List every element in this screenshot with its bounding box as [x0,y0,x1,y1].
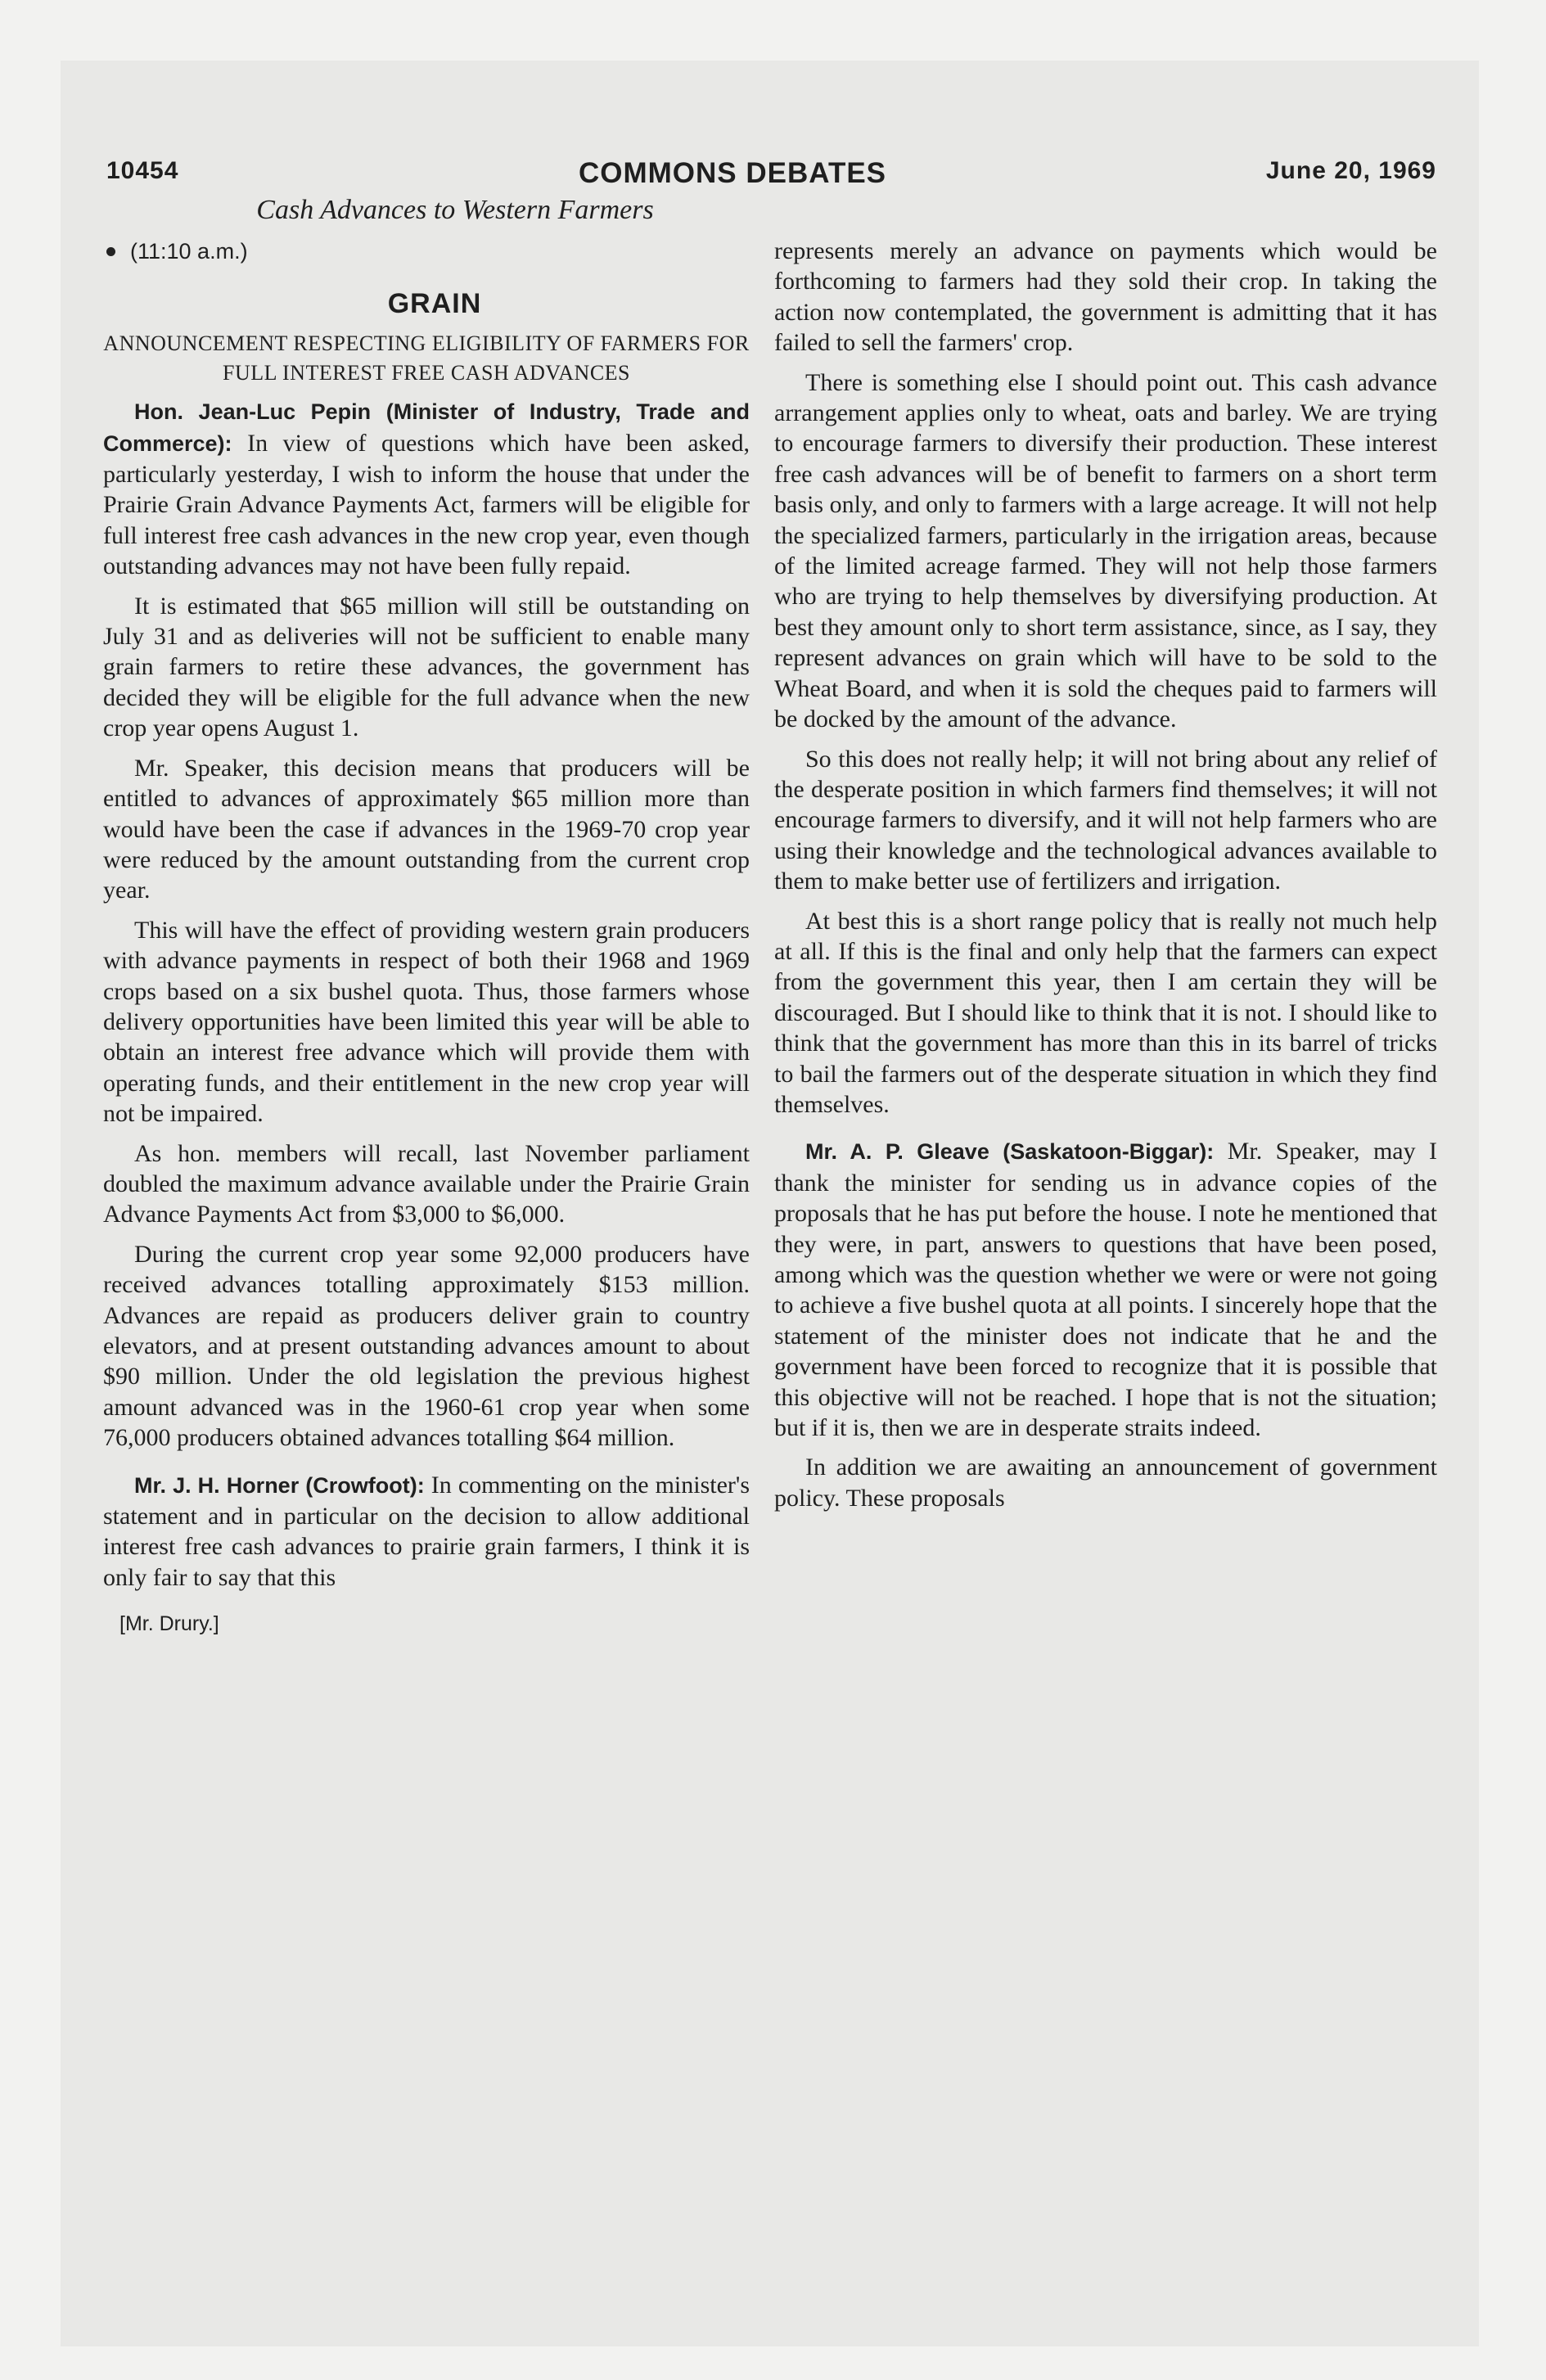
publication-title: COMMONS DEBATES [579,157,887,189]
page-footer: [Mr. Drury.] [119,1612,219,1636]
bullet-icon [106,247,115,256]
section-title: GRAIN [387,287,482,319]
page-header [106,157,1436,198]
page-number: 10454 [106,157,179,184]
paragraph-text: Mr. Speaker, may I thank the minister for sending us in advance copies of the proposals that he has put before the house. I note he mentioned that they were, in part, answers to questions that have been posed, among which was the question whether we were or were not going to achieve a five bushel quota at all points. I sincerely hope that the statement of the minister does not indicate that he and the government have been forced to recognize that it is possible that this objective will not be reached. I hope that is not the situation; but if it is, then we are in desperate straits indeed. [774,1138,1437,1442]
page-date: June 20, 1969 [1265,157,1436,184]
time-stamp [103,237,750,267]
section-subhead: Cash Advances to Western Farmers [256,195,654,225]
paragraph: represents merely an advance on payments which would be forthcoming to farmers had they sold their crop. In taking the action now contemplated, the government is admitting that it has failed to sell the farmers' crop. [774,237,1437,357]
time-text: (11:10 a.m.) [130,239,248,264]
paragraph-text: In view of questions which have been asked, particularly yesterday, I wish to inform the house that under the Prairie Grain Advance Payments Act, farmers will be eligible for full interest free cash advances in the new crop year, even though outstanding advances may not have been fully repaid. [103,429,750,580]
paragraph: Mr. Speaker, this decision means that producers will be entitled to advances of approximately $65 million more than would have been the case if advances in the 1969-70 crop year were reduced by the amount outstanding from the current crop year. [103,754,750,904]
speaker-name: Mr. J. H. Horner (Crowfoot): [134,1472,425,1498]
paragraph-text: In commenting on the minister's statement and in particular on the decision to allow additional interest free cash advances to prairie grain farmers, I think it is only fair to say that this [103,1471,750,1591]
speaker-name: Hon. Jean-Luc Pepin (Minister of Industry, Trade and Commerce): [103,399,750,456]
speaker-name: Mr. A. P. Gleave (Saskatoon-Biggar): [805,1139,1215,1165]
paragraph: It is estimated that $65 million will still be outstanding on July 31 and as deliveries will not be sufficient to enable many grain farmers to retire these advances, the government has decided they will be eligible for the full advance when the new crop year opens August 1. [103,592,750,742]
right-column [774,236,1437,1522]
paragraph: As hon. members will recall, last November parliament doubled the maximum advance available under the Prairie Grain Advance Payments Act from $3,000 to $6,000. [103,1139,750,1228]
paragraph [103,396,750,581]
announcement-heading: ANNOUNCEMENT RESPECTING ELIGIBILITY OF FARMERS FOR FULL INTEREST FREE CASH ADVANCES [103,331,750,385]
paragraph: There is something else I should point out. This cash advance arrangement applies only to wheat, oats and barley. We are trying to encourage farmers to diversify their production. These interest free cash advances will be of benefit to farmers on a short term basis only, and only to farmers with a large acreage. It will not help the specialized farmers, particularly in the irrigation areas, because of the limited acreage farmed. They will not help those farmers who are trying to help themselves by diversifying production. At best they amount only to short term assistance, since, as I say, they represent advances on grain which will have to be sold to the Wheat Board, and when it is sold the cheques paid to farmers will be docked by the amount of the advance. [774,368,1437,733]
paragraph: In addition we are awaiting an announcement of government policy. These proposals [774,1454,1437,1512]
paragraph [774,1136,1437,1443]
paragraph: At best this is a short range policy that is really not much help at all. If this is the final and only help that the farmers can expect from the government this year, then I am certain they will be discouraged. But I should like to think that it is not. I should like to think that the government has more than this in its barrel of tricks to bail the farmers out of the desperate situation in which they find themselves. [774,907,1437,1118]
paragraph: During the current crop year some 92,000 producers have received advances totalling approximately $153 million. Advances are repaid as producers deliver grain to country elevators, and at present outstanding advances amount to about $90 million. Under the old legislation the previous highest amount advanced was in the 1960-61 crop year when some 76,000 producers obtained advances totalling $64 million. [103,1240,750,1452]
paragraph [103,1470,750,1593]
paragraph: This will have the effect of providing western grain producers with advance payments in respect of both their 1968 and 1969 crops based on a six bushel quota. Thus, those farmers whose delivery opportunities have been limited this year will be able to obtain an interest free advance which will provide them with operating funds, and their entitlement in the new crop year will not be impaired. [103,916,750,1128]
paragraph: So this does not really help; it will not bring about any relief of the desperate position in which farmers find themselves; it will not encourage farmers to diversify, and it will not help farmers who are using their knowledge and the technological advances available to them to make better use of fertilizers and irrigation. [774,745,1437,895]
left-column [103,195,750,1649]
